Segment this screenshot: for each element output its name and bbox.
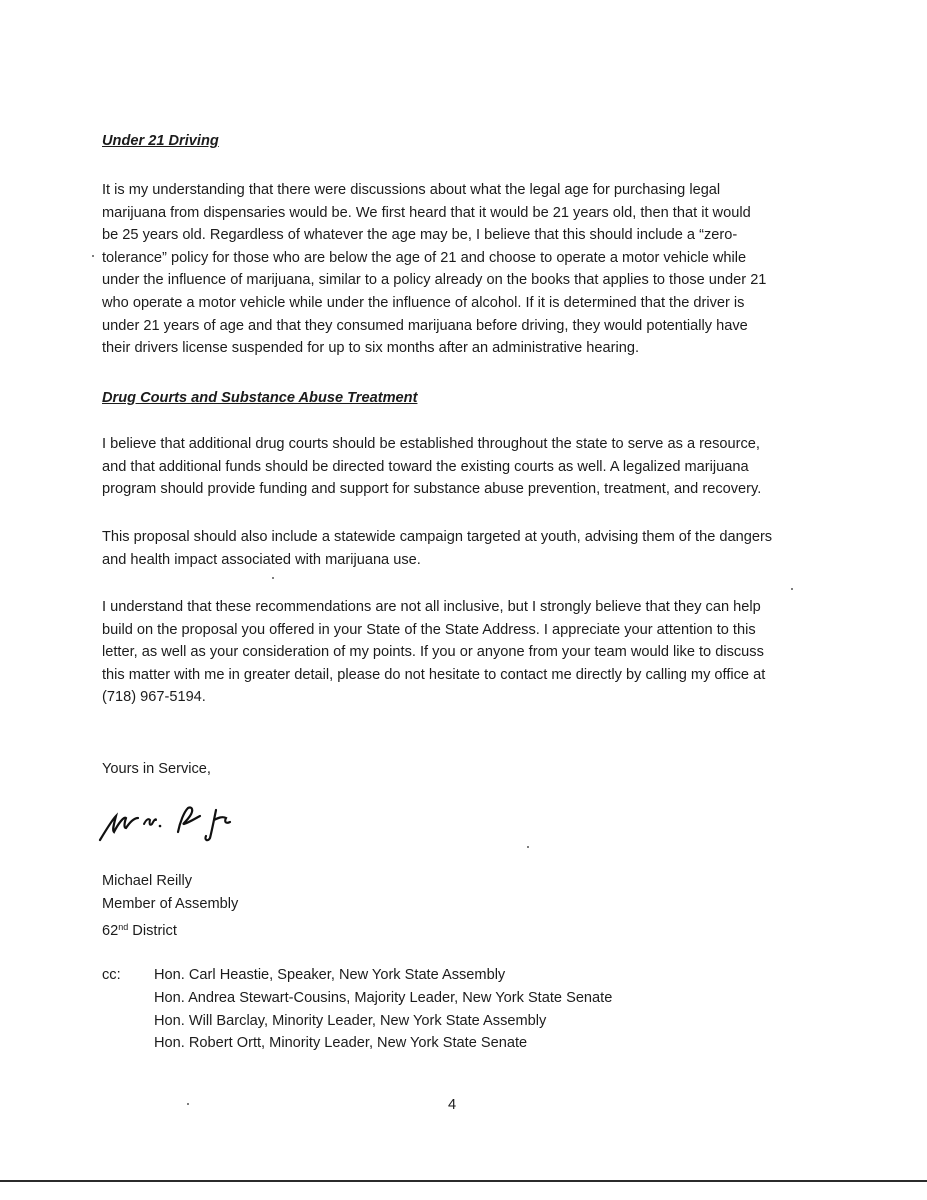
scan-speck xyxy=(527,846,529,848)
paragraph-line: under 21 years of age and that they consumed marijuana before driving, they would potentially have xyxy=(102,317,748,334)
cc-recipient: Hon. Will Barclay, Minority Leader, New York State Assembly xyxy=(154,1012,547,1029)
paragraph-line: I believe that additional drug courts should be established throughout the state to serve as a resource, xyxy=(102,436,760,452)
district-number: 62 xyxy=(102,923,119,939)
closing-salutation: Yours in Service, xyxy=(102,761,211,777)
district-suffix: nd xyxy=(118,922,129,932)
handwritten-signature-icon xyxy=(94,796,254,846)
page-number: 4 xyxy=(448,1097,457,1113)
drug-courts-paragraph-3 xyxy=(102,596,814,709)
cc-recipient: Hon. Robert Ortt, Minority Leader, New York State Senate xyxy=(154,1035,528,1052)
signer-name: Michael Reilly xyxy=(102,873,193,889)
paragraph-line: I understand that these recommendations are not all inclusive, but I strongly believe that they can help xyxy=(102,599,761,615)
signer-district xyxy=(102,916,238,943)
paragraph-line: marijuana from dispensaries would be. We first heard that it would be 21 years old, then that it would xyxy=(102,204,751,221)
paragraph-line: (718) 967-5194. xyxy=(102,689,206,706)
paragraph-line: build on the proposal you offered in your State of the State Address. I appreciate your attention to this xyxy=(102,621,756,638)
cc-recipient-list xyxy=(154,964,612,1055)
signer-title: Member of Assembly xyxy=(102,896,239,912)
paragraph-line: be 25 years old. Regardless of whatever the age may be, I believe that this should include a “zero- xyxy=(102,227,738,244)
cc-label: cc: xyxy=(102,967,121,983)
under-21-paragraph xyxy=(102,179,814,360)
drug-courts-paragraph-2 xyxy=(102,526,814,571)
paragraph-line: letter, as well as your consideration of my points. If you or anyone from your team would like to discuss xyxy=(102,644,764,661)
cc-recipient: Hon. Carl Heastie, Speaker, New York State Assembly xyxy=(154,967,506,983)
paragraph-line: who operate a motor vehicle while under the influence of alcohol. If it is determined that the driver is xyxy=(102,294,745,311)
district-word: District xyxy=(128,923,177,939)
scan-speck xyxy=(272,577,274,579)
scan-speck xyxy=(187,1103,189,1105)
paragraph-line: program should provide funding and support for substance abuse prevention, treatment, and recovery. xyxy=(102,481,762,498)
bottom-rule xyxy=(0,1180,927,1182)
drug-courts-paragraph-1 xyxy=(102,433,814,501)
paragraph-line: and health impact associated with marijuana use. xyxy=(102,551,421,568)
signer-block xyxy=(102,870,238,943)
paragraph-line: It is my understanding that there were discussions about what the legal age for purchasing legal xyxy=(102,182,721,198)
paragraph-line: and that additional funds should be directed toward the existing courts as well. A legalized marijuana xyxy=(102,458,749,475)
paragraph-line: tolerance” policy for those who are below the age of 21 and choose to operate a motor vehicle while xyxy=(102,249,747,266)
scan-speck xyxy=(791,588,793,590)
paragraph-line: this matter with me in greater detail, please do not hesitate to contact me directly by calling my office at xyxy=(102,666,766,683)
section-heading-under-21-driving: Under 21 Driving xyxy=(102,133,219,149)
cc-recipient: Hon. Andrea Stewart-Cousins, Majority Leader, New York State Senate xyxy=(154,989,613,1006)
scan-speck xyxy=(92,255,94,257)
paragraph-line: under the influence of marijuana, similar to a policy already on the books that applies to those under 21 xyxy=(102,272,767,289)
section-heading-drug-courts: Drug Courts and Substance Abuse Treatment xyxy=(102,390,418,406)
paragraph-line: This proposal should also include a statewide campaign targeted at youth, advising them of the dangers xyxy=(102,529,773,545)
paragraph-line: their drivers license suspended for up to six months after an administrative hearing. xyxy=(102,340,639,357)
